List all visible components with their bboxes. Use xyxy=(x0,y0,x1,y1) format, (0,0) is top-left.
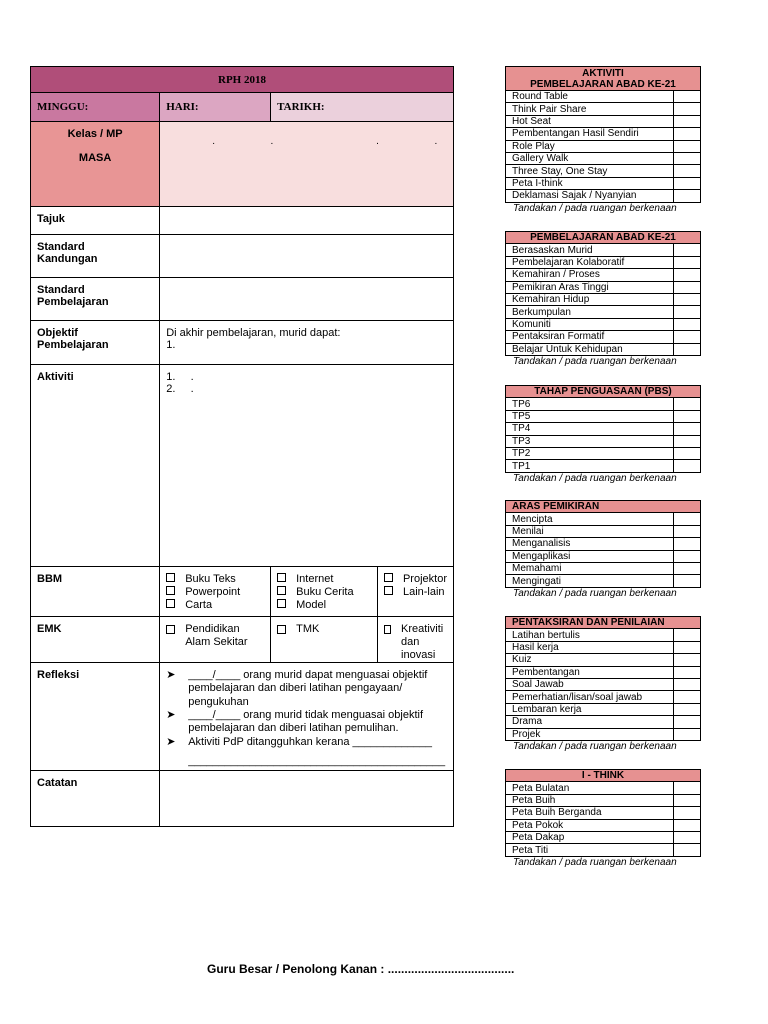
tick-box[interactable] xyxy=(674,152,701,164)
tick-box[interactable] xyxy=(674,177,701,189)
list-item-label: Soal Jawab xyxy=(506,678,674,690)
minggu-label[interactable]: MINGGU: xyxy=(31,93,160,122)
refleksi-label: Refleksi xyxy=(31,663,160,771)
list-item xyxy=(506,293,701,305)
bbm-option[interactable] xyxy=(384,573,447,586)
bbm-col-2 xyxy=(271,567,378,617)
tick-box[interactable] xyxy=(674,728,701,740)
bbm-option[interactable] xyxy=(166,599,264,612)
list-item xyxy=(506,691,701,703)
tahap-penguasaan-panel xyxy=(505,385,701,485)
tick-box[interactable] xyxy=(674,794,701,806)
refleksi-text: Aktiviti PdP ditangguhkan kerana _____________ xyxy=(188,735,433,748)
list-item xyxy=(506,256,701,268)
list-item xyxy=(506,831,701,843)
tahap-penguasaan-header: TAHAP PENGUASAAN (PBS) xyxy=(506,386,701,398)
pembelajaran-abad-panel xyxy=(505,231,701,368)
bbm-col-3 xyxy=(377,567,453,617)
emk-col-1 xyxy=(160,617,271,663)
list-item-label: Latihan bertulis xyxy=(506,629,674,641)
list-item-label: TP3 xyxy=(506,435,674,447)
refleksi-line: __________________________________________ xyxy=(188,754,446,767)
list-item xyxy=(506,410,701,422)
tick-box[interactable] xyxy=(674,819,701,831)
emk-option[interactable] xyxy=(384,623,447,662)
kelas-dots: . . . . xyxy=(212,136,438,147)
list-item xyxy=(506,629,701,641)
tick-box[interactable] xyxy=(674,306,701,318)
list-item xyxy=(506,398,701,410)
emk-label-line: inovasi xyxy=(401,649,436,661)
list-item xyxy=(506,716,701,728)
bbm-option-label: Powerpoint xyxy=(185,586,241,598)
checkbox-icon[interactable] xyxy=(277,599,286,608)
list-item xyxy=(506,281,701,293)
aktiviti-item-1: 1. . xyxy=(166,371,194,383)
list-item-label: Pembentangan Hasil Sendiri xyxy=(506,128,674,140)
list-item xyxy=(506,538,701,550)
tick-box[interactable] xyxy=(674,629,701,641)
tick-box[interactable] xyxy=(674,550,701,562)
tick-box[interactable] xyxy=(674,293,701,305)
aktiviti-abad-panel xyxy=(505,66,701,215)
list-item-label: TP5 xyxy=(506,410,674,422)
rph-title: RPH 2018 xyxy=(31,67,454,93)
list-item-label: Pemerhatian/lisan/soal jawab xyxy=(506,691,674,703)
pentaksiran-panel xyxy=(505,616,701,753)
checkbox-icon[interactable] xyxy=(277,586,286,595)
aras-pemikiran-panel xyxy=(505,500,701,600)
list-item-label: Think Pair Share xyxy=(506,103,674,115)
bbm-label: BBM xyxy=(31,567,160,617)
list-item xyxy=(506,435,701,447)
refleksi-item xyxy=(166,736,447,749)
masa-label: MASA xyxy=(78,152,112,164)
objektif-item: 1. xyxy=(166,339,176,351)
list-item-label: Peta Pokok xyxy=(506,819,674,831)
list-item-label: TP2 xyxy=(506,447,674,459)
standard-pembelajaran-label xyxy=(31,278,160,321)
tick-box[interactable] xyxy=(674,410,701,422)
checkbox-icon[interactable] xyxy=(384,573,393,582)
list-item xyxy=(506,703,701,715)
emk-label-line: Pendidikan xyxy=(185,623,240,635)
tandakan-note: Tandakan / pada ruangan berkenaan xyxy=(513,740,677,752)
bbm-option-label: Model xyxy=(296,599,327,611)
hari-label[interactable]: HARI: xyxy=(160,93,271,122)
list-item xyxy=(506,269,701,281)
checkbox-icon[interactable] xyxy=(166,573,175,582)
standard-kandungan-label xyxy=(31,235,160,278)
bbm-option[interactable] xyxy=(277,573,371,586)
list-item xyxy=(506,318,701,330)
bbm-option-label: Internet xyxy=(296,573,334,585)
sk-line2: Kandungan xyxy=(37,253,98,265)
tick-box[interactable] xyxy=(674,447,701,459)
refleksi-item xyxy=(166,669,447,682)
list-item-label: Deklamasi Sajak / Nyanyian xyxy=(506,190,674,202)
tandakan-note: Tandakan / pada ruangan berkenaan xyxy=(513,587,677,599)
list-item-label: Hot Seat xyxy=(506,115,674,127)
tick-box[interactable] xyxy=(674,318,701,330)
tick-box[interactable] xyxy=(674,716,701,728)
list-item-label: Menganalisis xyxy=(506,538,674,550)
list-item-label: Mengaplikasi xyxy=(506,550,674,562)
list-item-label: Role Play xyxy=(506,140,674,152)
tick-box[interactable] xyxy=(674,103,701,115)
tick-box[interactable] xyxy=(674,525,701,537)
bbm-option[interactable] xyxy=(277,586,371,599)
objektif-input[interactable] xyxy=(160,321,454,365)
list-item-label: Belajar Untuk Kehidupan xyxy=(506,343,674,355)
list-item xyxy=(506,177,701,189)
op-line1: Objektif xyxy=(37,327,78,339)
bbm-option[interactable] xyxy=(166,586,264,599)
emk-col-3 xyxy=(377,617,453,663)
refleksi-text: ____/____ orang murid dapat menguasai objektif xyxy=(188,669,428,681)
aktiviti-abad-header xyxy=(506,67,701,91)
emk-col-2 xyxy=(271,617,378,663)
tick-box[interactable] xyxy=(674,831,701,843)
tick-box[interactable] xyxy=(674,666,701,678)
bbm-option-label: Carta xyxy=(185,599,213,611)
aras-pemikiran-header: ARAS PEMIKIRAN xyxy=(506,501,701,513)
kelas-mp-label: Kelas / MP xyxy=(67,128,123,140)
list-item-label: Berasaskan Murid xyxy=(506,244,674,256)
tick-box[interactable] xyxy=(674,128,701,140)
emk-option-label xyxy=(185,623,247,649)
op-line2: Pembelajaran xyxy=(37,339,109,351)
tick-box[interactable] xyxy=(674,654,701,666)
tick-box[interactable] xyxy=(674,343,701,355)
arrow-icon: ➤ xyxy=(166,709,176,721)
list-item-label: Three Stay, One Stay xyxy=(506,165,674,177)
bbm-option-label: Buku Teks xyxy=(185,573,236,585)
list-item-label: Mengingati xyxy=(506,575,674,587)
bbm-option-label: Buku Cerita xyxy=(296,586,354,598)
list-item-label: Berkumpulan xyxy=(506,306,674,318)
list-item xyxy=(506,423,701,435)
tick-box[interactable] xyxy=(674,244,701,256)
tick-box[interactable] xyxy=(674,91,701,103)
checkbox-icon[interactable] xyxy=(166,625,175,634)
tick-box[interactable] xyxy=(674,703,701,715)
pembelajaran-abad-header: PEMBELAJARAN ABAD KE-21 xyxy=(506,232,701,244)
bbm-option-label: Projektor xyxy=(402,573,447,585)
list-item-label: Gallery Walk xyxy=(506,152,674,164)
list-item-label: Peta I-think xyxy=(506,177,674,189)
list-item-label: Pemikiran Aras Tinggi xyxy=(506,281,674,293)
list-item xyxy=(506,128,701,140)
standard-pembelajaran-input[interactable] xyxy=(160,278,454,321)
list-item xyxy=(506,654,701,666)
list-item xyxy=(506,115,701,127)
tick-box[interactable] xyxy=(674,331,701,343)
list-item-label: Lembaran kerja xyxy=(506,703,674,715)
bbm-option[interactable] xyxy=(166,573,264,586)
tick-box[interactable] xyxy=(674,562,701,574)
pentaksiran-header: PENTAKSIRAN DAN PENILAIAN xyxy=(506,617,701,629)
list-item xyxy=(506,190,701,202)
catatan-input[interactable] xyxy=(160,771,454,827)
checkbox-icon[interactable] xyxy=(166,586,175,595)
aktiviti-input[interactable] xyxy=(160,365,454,567)
list-item xyxy=(506,562,701,574)
tandakan-note: Tandakan / pada ruangan berkenaan xyxy=(513,856,677,868)
list-item xyxy=(506,140,701,152)
list-item xyxy=(506,641,701,653)
i-think-header: I - THINK xyxy=(506,770,701,782)
tick-box[interactable] xyxy=(674,269,701,281)
tick-box[interactable] xyxy=(674,398,701,410)
tick-box[interactable] xyxy=(674,423,701,435)
list-item-label: Hasil kerja xyxy=(506,641,674,653)
refleksi-input[interactable] xyxy=(160,663,454,771)
list-item-label: TP1 xyxy=(506,460,674,472)
tick-box[interactable] xyxy=(674,782,701,794)
list-item-label: Pembelajaran Kolaboratif xyxy=(506,256,674,268)
sp-line1: Standard xyxy=(37,284,85,296)
list-item-label: Mencipta xyxy=(506,513,674,525)
bbm-option[interactable] xyxy=(277,599,371,612)
list-item-label: Memahami xyxy=(506,562,674,574)
emk-label: EMK xyxy=(31,617,160,663)
tick-box[interactable] xyxy=(674,165,701,177)
kelas-masa-input[interactable] xyxy=(160,122,454,207)
tick-box[interactable] xyxy=(674,807,701,819)
list-item xyxy=(506,306,701,318)
checkbox-icon[interactable] xyxy=(166,599,175,608)
list-item xyxy=(506,91,701,103)
refleksi-text: pembelajaran dan diberi latihan pemulihan. xyxy=(188,722,399,734)
emk-label-line: Kreativiti dan xyxy=(401,623,444,648)
tick-box[interactable] xyxy=(674,678,701,690)
tandakan-note: Tandakan / pada ruangan berkenaan xyxy=(513,355,677,367)
objektif-label xyxy=(31,321,160,365)
tandakan-note: Tandakan / pada ruangan berkenaan xyxy=(513,202,677,214)
list-item-label: Peta Buih Berganda xyxy=(506,807,674,819)
i-think-panel xyxy=(505,769,701,869)
list-item-label: Kemahiran Hidup xyxy=(506,293,674,305)
sp-line2: Pembelajaran xyxy=(37,296,109,308)
header-line: AKTIVITI xyxy=(582,67,624,79)
list-item xyxy=(506,525,701,537)
emk-option[interactable] xyxy=(166,623,264,649)
list-item-label: Projek xyxy=(506,728,674,740)
arrow-icon: ➤ xyxy=(166,735,176,748)
list-item-label: Peta Titi xyxy=(506,844,674,856)
catatan-label: Catatan xyxy=(31,771,160,827)
checkbox-icon[interactable] xyxy=(384,625,391,634)
aktiviti-item-2: 2. . xyxy=(166,383,194,395)
list-item-label: Peta Dakap xyxy=(506,831,674,843)
list-item xyxy=(506,794,701,806)
tick-box[interactable] xyxy=(674,256,701,268)
list-item xyxy=(506,165,701,177)
tarikh-label[interactable]: TARIKH: xyxy=(271,93,454,122)
arrow-icon: ➤ xyxy=(166,669,176,681)
list-item-label: Kemahiran / Proses xyxy=(506,269,674,281)
list-item xyxy=(506,447,701,459)
checkbox-icon[interactable] xyxy=(277,625,286,634)
list-item xyxy=(506,807,701,819)
list-item-label: Kuiz xyxy=(506,654,674,666)
emk-label-line: Alam Sekitar xyxy=(185,636,248,648)
list-item-label: Komuniti xyxy=(506,318,674,330)
tick-box[interactable] xyxy=(674,281,701,293)
tick-box[interactable] xyxy=(674,460,701,472)
list-item-label: Round Table xyxy=(506,91,674,103)
checkbox-icon[interactable] xyxy=(384,586,393,595)
rph-table xyxy=(30,66,454,827)
list-item-label: Peta Bulatan xyxy=(506,782,674,794)
objektif-text: Di akhir pembelajaran, murid dapat: xyxy=(166,327,341,339)
tick-box[interactable] xyxy=(674,190,701,202)
header-line: PEMBELAJARAN ABAD KE-21 xyxy=(530,78,676,90)
list-item-label: TP6 xyxy=(506,398,674,410)
list-item-label: Peta Buih xyxy=(506,794,674,806)
list-item xyxy=(506,513,701,525)
bbm-option-label: Lain-lain xyxy=(402,586,445,598)
list-item-label: Drama xyxy=(506,716,674,728)
list-item-label: Menilai xyxy=(506,525,674,537)
tick-box[interactable] xyxy=(674,538,701,550)
tick-box[interactable] xyxy=(674,641,701,653)
refleksi-text: pembelajaran dan diberi latihan pengayaan/ pengukuhan xyxy=(188,682,403,708)
tick-box[interactable] xyxy=(674,435,701,447)
tick-box[interactable] xyxy=(674,115,701,127)
checkbox-icon[interactable] xyxy=(277,573,286,582)
emk-option-label xyxy=(401,623,447,662)
aktiviti-label: Aktiviti xyxy=(31,365,160,567)
tandakan-note: Tandakan / pada ruangan berkenaan xyxy=(513,472,677,484)
list-item xyxy=(506,678,701,690)
list-item xyxy=(506,844,701,856)
list-item xyxy=(506,782,701,794)
tick-box[interactable] xyxy=(674,575,701,587)
refleksi-item xyxy=(166,709,447,722)
list-item-label: Pembentangan xyxy=(506,666,674,678)
tajuk-input[interactable] xyxy=(160,207,454,235)
bbm-col-1 xyxy=(160,567,271,617)
list-item xyxy=(506,819,701,831)
kelas-masa-cell xyxy=(31,122,160,207)
list-item xyxy=(506,460,701,472)
emk-option-label: TMK xyxy=(296,623,320,635)
list-item xyxy=(506,103,701,115)
bbm-option[interactable] xyxy=(384,586,447,599)
list-item xyxy=(506,728,701,740)
standard-kandungan-input[interactable] xyxy=(160,235,454,278)
tick-box[interactable] xyxy=(674,140,701,152)
list-item-label: TP4 xyxy=(506,423,674,435)
tajuk-label: Tajuk xyxy=(31,207,160,235)
list-item xyxy=(506,152,701,164)
tick-box[interactable] xyxy=(674,691,701,703)
list-item xyxy=(506,244,701,256)
guru-besar-signature-line[interactable]: Guru Besar / Penolong Kanan : ...................................... xyxy=(207,962,515,976)
tick-box[interactable] xyxy=(674,513,701,525)
list-item xyxy=(506,575,701,587)
list-item xyxy=(506,331,701,343)
tick-box[interactable] xyxy=(674,844,701,856)
list-item xyxy=(506,550,701,562)
list-item xyxy=(506,343,701,355)
emk-option[interactable] xyxy=(277,623,371,636)
list-item-label: Pentaksiran Formatif xyxy=(506,331,674,343)
sk-line1: Standard xyxy=(37,241,85,253)
list-item xyxy=(506,666,701,678)
refleksi-text: ____/____ orang murid tidak menguasai objektif xyxy=(188,709,424,721)
